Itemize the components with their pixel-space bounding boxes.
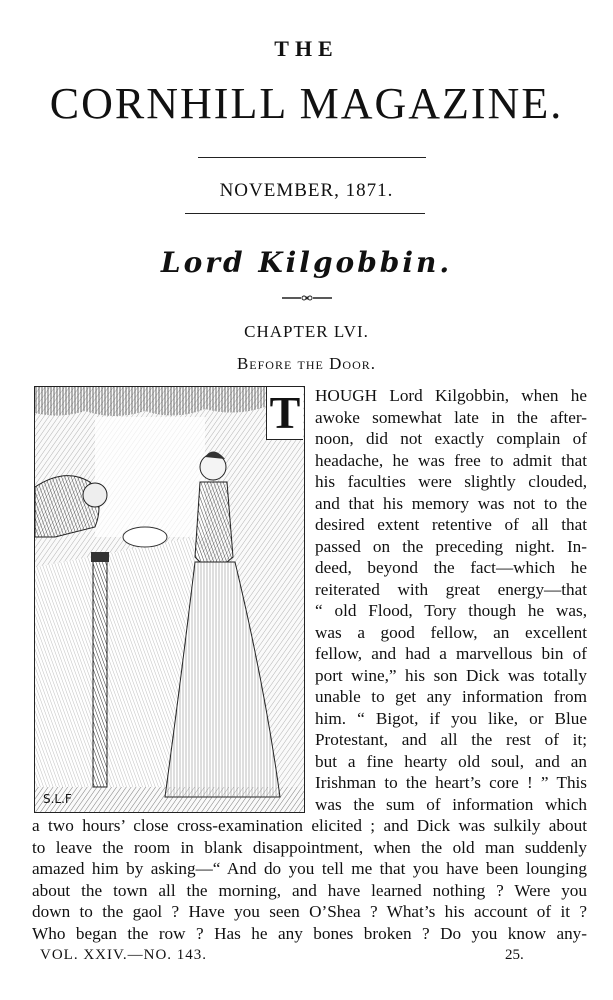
magazine-title: CORNHILL MAGAZINE.: [49, 79, 564, 128]
page-number: 25.: [505, 947, 524, 963]
text-line: passed on the preceding night. In-: [315, 536, 587, 556]
masthead-the: THE: [274, 36, 339, 61]
volume-number: VOL. XXIV.—NO. 143.: [40, 947, 208, 963]
drop-cap: T: [266, 387, 303, 440]
ornament-divider: [282, 293, 332, 303]
chapter-number: CHAPTER LVI.: [244, 322, 369, 341]
text-line: but a fine hearty old soul, and an: [315, 751, 587, 771]
text-line: HOUGH Lord Kilgobbin, when he: [315, 386, 587, 405]
text-line: Who began the row ? Has he any bones broken ? Do you know any-: [32, 923, 587, 943]
text-line: his faculties were slightly clouded,: [315, 472, 587, 491]
text-line: to leave the room in blank disappointment, when the old man suddenly: [32, 837, 587, 857]
text-line: reiterated with great energy—that: [315, 579, 587, 599]
text-line: a two hours’ close cross-examination elicited ; and Dick was sulkily about: [32, 816, 587, 835]
text-line: unable to get any information from: [315, 687, 587, 706]
text-line: him. “ Bigot, if you like, or Blue: [315, 708, 587, 728]
chapter-title: Before the Door.: [236, 354, 377, 373]
engraving-illustration: [34, 386, 305, 813]
text-line: headache, he was free to admit that: [315, 450, 587, 470]
novel-title: Lord Kilgobbin.: [160, 246, 453, 279]
issue-date: NOVEMBER, 1871.: [219, 180, 394, 201]
text-line: awoke somewhat late in the after-: [315, 407, 587, 427]
text-line: Irishman to the heart’s core ! ” This: [315, 773, 587, 792]
text-line: down to the gaol ? Have you seen O’Shea ? What’s his account of it ?: [32, 902, 587, 921]
artist-signature: S.L.F: [43, 792, 72, 806]
divider-rule: [198, 157, 426, 158]
text-line: fellow, and had a marvellous bin of: [315, 644, 587, 663]
text-line: about the town all the morning, and have learned nothing ? Were you: [32, 880, 587, 900]
text-line: port wine,” his son Dick was totally: [315, 665, 587, 685]
text-line: was the sum of information which: [315, 794, 587, 814]
bedside-scene-image: [35, 387, 304, 812]
text-line: noon, did not exactly complain of: [315, 429, 587, 448]
text-line: Protestant, and all the rest of it;: [315, 730, 587, 749]
text-line: desired extent retentive of all that: [315, 515, 587, 534]
text-line: amazed him by asking—“ And do you tell me that you have been lounging: [32, 859, 587, 878]
text-line: was a good fellow, an excellent: [315, 622, 587, 642]
divider-rule: [185, 213, 425, 214]
text-line: deed, beyond the fact—which he: [315, 558, 587, 577]
text-line: “ old Flood, Tory though he was,: [315, 601, 587, 620]
text-line: and that his memory was not to the: [315, 493, 587, 513]
